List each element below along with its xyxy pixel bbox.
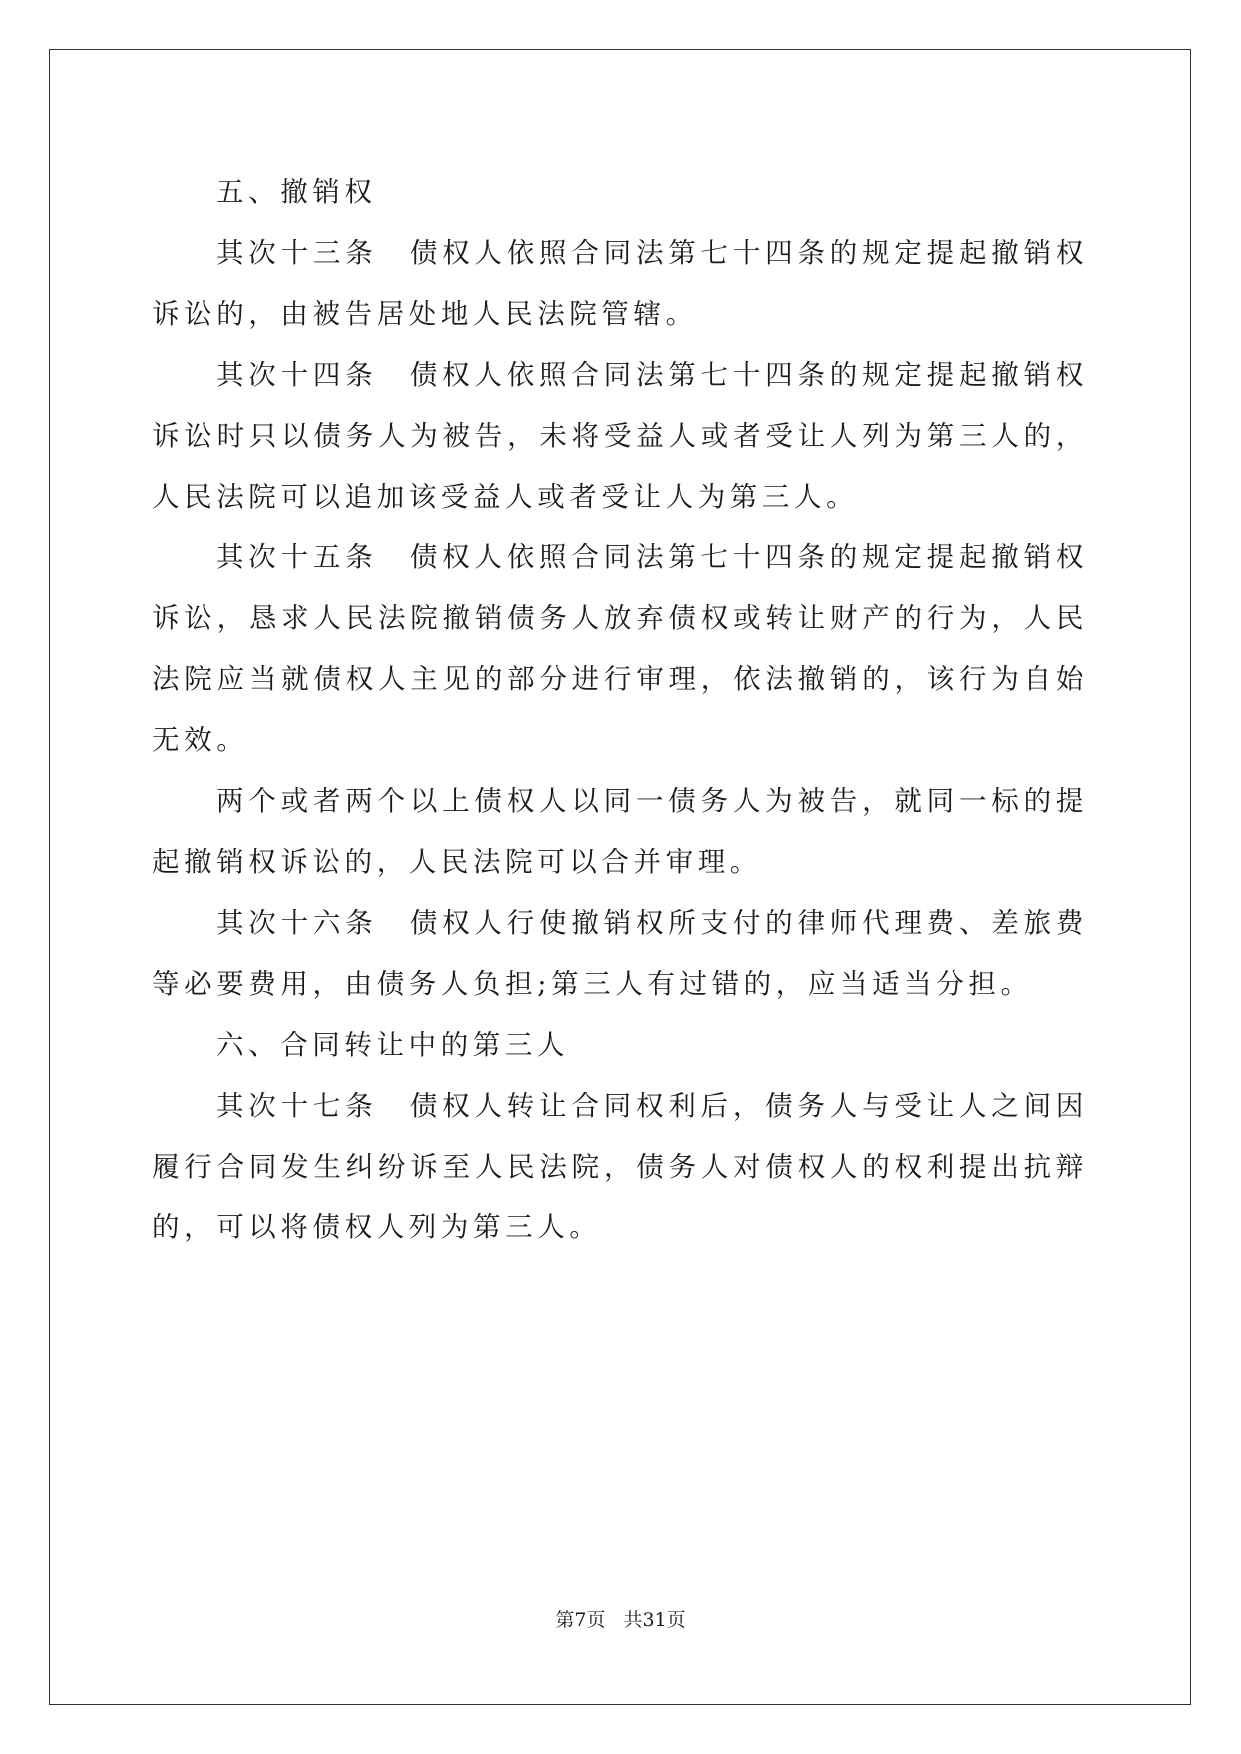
section-heading-contract-transfer: 六、合同转让中的第三人 [216, 1028, 570, 1061]
article-26: 其次十六条 债权人行使撤销权所支付的律师代理费、差旅费等必要费用，由债务人负担;第三人有过错的，应当适当分担。 [152, 906, 1088, 1000]
article-25-clause-2: 两个或者两个以上债权人以同一债务人为被告，就同一标的提起撤销权诉讼的，人民法院可以合并审理。 [152, 785, 1088, 878]
current-page-label: 第7页 [555, 1609, 606, 1631]
total-pages-label: 共31页 [623, 1609, 686, 1631]
page-footer [0, 1608, 1241, 1632]
section-heading-revocation: 五、撤销权 [216, 176, 377, 208]
article-25: 其次十五条 债权人依照合同法第七十四条的规定提起撤销权诉讼，恳求人民法院撤销债务人放弃债权或转让财产的行为，人民法院应当就债权人主见的部分进行审理，依法撤销的，该行为自始无效。 [152, 541, 1088, 757]
document-body [152, 162, 1088, 1258]
article-24: 其次十四条 债权人依照合同法第七十四条的规定提起撤销权诉讼时只以债务人为被告，未将受益人或者受让人列为第三人的，人民法院可以追加该受益人或者受让人为第三人。 [152, 358, 1088, 513]
article-23: 其次十三条 债权人依照合同法第七十四条的规定提起撤销权诉讼的，由被告居处地人民法院管辖。 [152, 236, 1088, 330]
article-27: 其次十七条 债权人转让合同权利后，债务人与受让人之间因履行合同发生纠纷诉至人民法院，债务人对债权人的权利提出抗辩的，可以将债权人列为第三人。 [152, 1089, 1088, 1244]
